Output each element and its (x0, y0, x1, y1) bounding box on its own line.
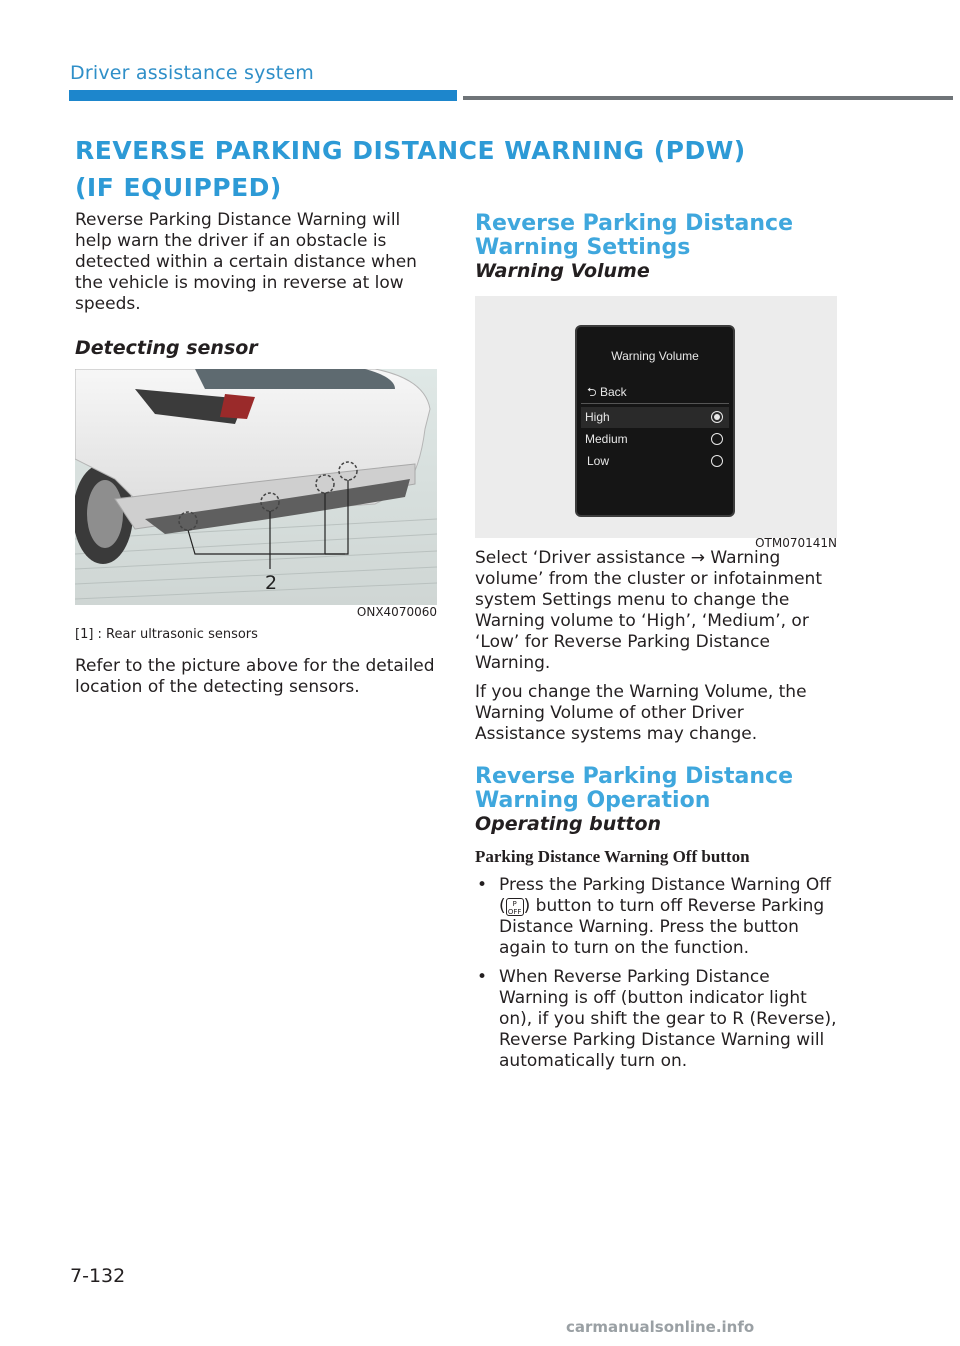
bullet1-text-a: Press the Parking Distance Warning Off ( (499, 875, 832, 916)
rear-bumper-illustration (75, 369, 437, 605)
warning-volume-figure (475, 296, 837, 550)
figure1-caption: [1] : Rear ultrasonic sensors (75, 627, 258, 642)
bullet1-text-b: ) button to turn off Reverse Parking Distance Warning. Press the button again to turn on the function. (499, 896, 825, 958)
rear-sensor-figure (75, 369, 437, 619)
header-bar-gray (463, 96, 953, 100)
radio-unselected-icon (711, 455, 723, 467)
warning-volume-heading: Warning Volume (475, 260, 650, 282)
page-number: 7-132 (70, 1265, 126, 1287)
back-arrow-icon: ⮌ (587, 385, 597, 399)
sensor-callout-number: 2 (264, 572, 278, 594)
operation-heading-line1: Reverse Parking Distance (475, 764, 794, 789)
option-label-low: Low (587, 454, 610, 468)
screen-title: Warning Volume (611, 349, 699, 363)
option-label-high: High (585, 410, 610, 424)
section-title: REVERSE PARKING DISTANCE WARNING (PDW) (IF EQUIPPED) (75, 136, 746, 202)
option-row-high[interactable] (581, 407, 729, 428)
right-column (475, 212, 837, 1080)
parking-off-button-icon: P OFF (506, 898, 524, 916)
list-item: • When Reverse Parking Distance Warning is off (button indicator light on), if you shift the gear to R (Reverse), Reverse Parking Distance Warning will automatically turn on. (475, 967, 837, 1072)
detecting-sensor-heading: Detecting sensor (75, 337, 258, 359)
radio-selected-icon (711, 411, 723, 423)
option-row-low[interactable] (581, 451, 729, 472)
operation-heading-line2: Warning Operation (475, 788, 711, 813)
header-title: Driver assistance system (70, 62, 314, 84)
header-bar-blue (69, 90, 457, 101)
screen-back-row[interactable] (587, 383, 627, 404)
change-paragraph: If you change the Warning Volume, the Warning Volume of other Driver Assistance systems may change. (475, 682, 807, 744)
option-label-medium: Medium (585, 432, 628, 446)
operating-button-heading: Operating button (475, 813, 662, 835)
settings-heading-line2: Warning Settings (475, 235, 691, 260)
select-paragraph: Select ‘Driver assistance → Warning volume’ from the cluster or infotainment system Settings menu to change the Warning volume to ‘High’, ‘Medium’, or ‘Low’ for Reverse Parking Distance Warning. (475, 548, 822, 673)
option-row-medium[interactable] (581, 429, 729, 450)
settings-heading-line1: Reverse Parking Distance (475, 211, 794, 236)
screen-back-label: Back (599, 385, 627, 399)
list-item (475, 875, 837, 959)
operation-bullets (475, 875, 837, 1072)
cluster-screen (575, 325, 735, 517)
screen-divider (581, 403, 729, 404)
left-column (75, 210, 437, 706)
figure1-code: ONX4070060 (356, 605, 437, 619)
refer-paragraph: Refer to the picture above for the detailed location of the detecting sensors. (75, 656, 435, 697)
watermark: carmanualsonline.info (566, 1318, 755, 1336)
radio-unselected-icon (711, 433, 723, 445)
figure2-code: OTM070141N (755, 536, 837, 550)
off-button-heading: Parking Distance Warning Off button (475, 847, 750, 866)
intro-paragraph: Reverse Parking Distance Warning will help warn the driver if an obstacle is detected within a certain distance when the vehicle is moving in reverse at low speeds. (75, 210, 417, 314)
